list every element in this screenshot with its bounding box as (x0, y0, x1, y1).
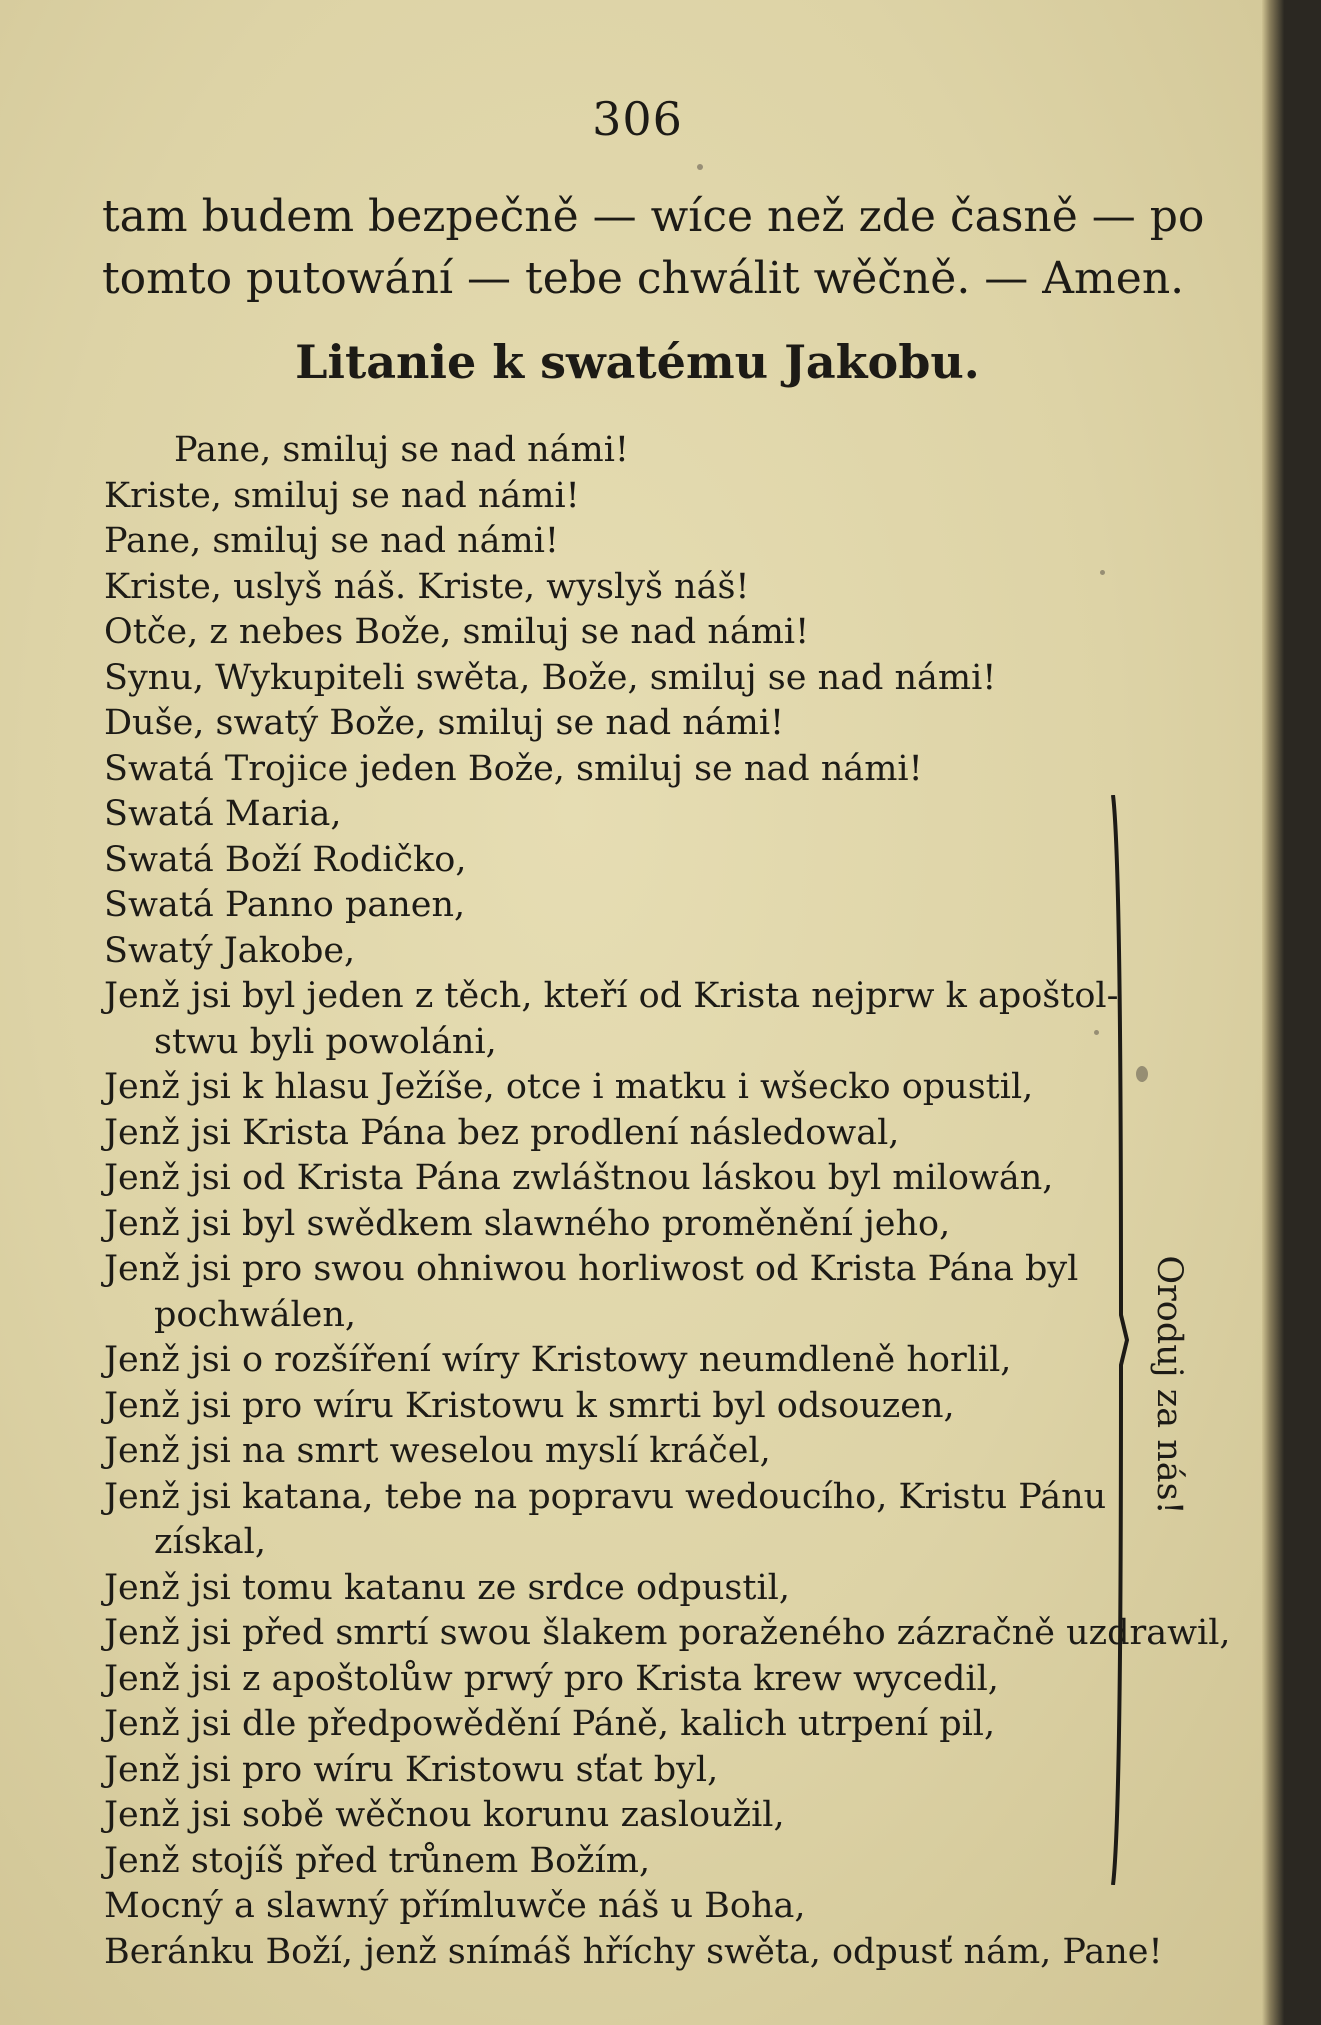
litany-line: Swatý Jakobe, (104, 930, 356, 971)
litany-line: Duše, swatý Bože, smiluj se nad námi! (104, 703, 785, 743)
litany-line: Jenž jsi dle předpowědění Páně, kalich utrpení pil, (104, 1704, 996, 1744)
litany-line: Jenž jsi katana, tebe na popravu wedoucího, Kristu Pánu (104, 1476, 1107, 1517)
ink-speck (697, 164, 703, 170)
litany-line: Jenž jsi z apoštolůw prwý pro Krista krew wycedil, (104, 1658, 999, 1699)
litany-line: Jenž jsi na smrt weselou myslí kráčel, (104, 1431, 771, 1471)
litany-line: Swatá Boží Rodičko, (104, 839, 467, 880)
litany-line: Jenž jsi pro swou ohniwou horliwost od Krista Pána byl (104, 1249, 1079, 1289)
litany-line: Pane, smiluj se nad námi! (174, 430, 629, 470)
response-text: Oroduj za nás! (1149, 1255, 1189, 1515)
litany-line: Jenž jsi od Krista Pána zwláštnou láskou byl milowán, (104, 1158, 1054, 1198)
litany-line-continuation: pochwálen, (154, 1294, 357, 1335)
litany-line: Otče, z nebes Bože, smiluj se nad námi! (104, 612, 810, 652)
litany-line: Pane, smiluj se nad námi! (104, 521, 559, 561)
litany-line: Jenž jsi byl jeden z těch, kteří od Krista nejprw k apoštol- (104, 976, 1119, 1016)
litany-line: Swatá Panno panen, (104, 885, 466, 925)
litany-line: Jenž jsi pro wíru Kristowu k smrti byl odsouzen, (104, 1385, 955, 1426)
intro-line: tam budem bezpečně — wíce než zde časně — po (102, 191, 1205, 242)
litany-line: Jenž jsi před smrtí swou šlakem poraženého zázračně uzdrawil, (104, 1613, 1231, 1653)
litany-title: Litanie k swatému Jakobu. (295, 335, 980, 389)
litany-line: Swatá Trojice jeden Bože, smiluj se nad námi! (104, 748, 923, 789)
page-edge (1284, 0, 1321, 2025)
litany-line: Jenž stojíš před trůnem Božím, (104, 1840, 651, 1881)
litany-line-continuation: získal, (154, 1522, 266, 1562)
litany-line: Jenž jsi pro wíru Kristowu sťat byl, (104, 1749, 719, 1790)
ink-speck (1100, 570, 1105, 575)
binding-gutter (1262, 0, 1284, 2025)
ink-speck (1094, 1030, 1099, 1035)
litany-line: Beránku Boží, jenž snímáš hříchy swěta, odpusť nám, Pane! (104, 1931, 1163, 1972)
litany-line: Jenž jsi byl swědkem slawného proměnění jeho, (104, 1203, 951, 1244)
litany-line: Synu, Wykupiteli swěta, Bože, smiluj se nad námi! (104, 657, 997, 698)
intro-text (102, 186, 1205, 310)
litany-line: Jenž jsi k hlasu Ježíše, otce i matku i wšecko opustil, (104, 1067, 1034, 1107)
litany-line: Kriste, smiluj se nad námi! (104, 475, 580, 516)
page-number: 306 (592, 92, 683, 146)
litany-line-continuation: stwu byli powoláni, (154, 1021, 497, 1062)
litany-line: Jenž jsi tomu katanu ze srdce odpustil, (104, 1567, 790, 1608)
response-column (1124, 1185, 1214, 1585)
litany-line: Jenž jsi Krista Pána bez prodlení následowal, (104, 1112, 900, 1153)
litany-line: Kriste, uslyš náš. Kriste, wyslyš náš! (104, 566, 750, 607)
ink-speck (1136, 1066, 1148, 1082)
litany-line: Jenž jsi o rozšíření wíry Kristowy neumdleně horlil, (104, 1340, 1012, 1380)
litany-text (104, 428, 1231, 1975)
intro-line: tomto putowání — tebe chwálit wěčně. — Amen. (102, 253, 1185, 304)
litany-line: Swatá Maria, (104, 794, 342, 834)
litany-line: Jenž jsi sobě wěčnou korunu zasloužil, (104, 1795, 785, 1835)
litany-line: Mocný a slawný přímluwče náš u Boha, (104, 1886, 806, 1926)
